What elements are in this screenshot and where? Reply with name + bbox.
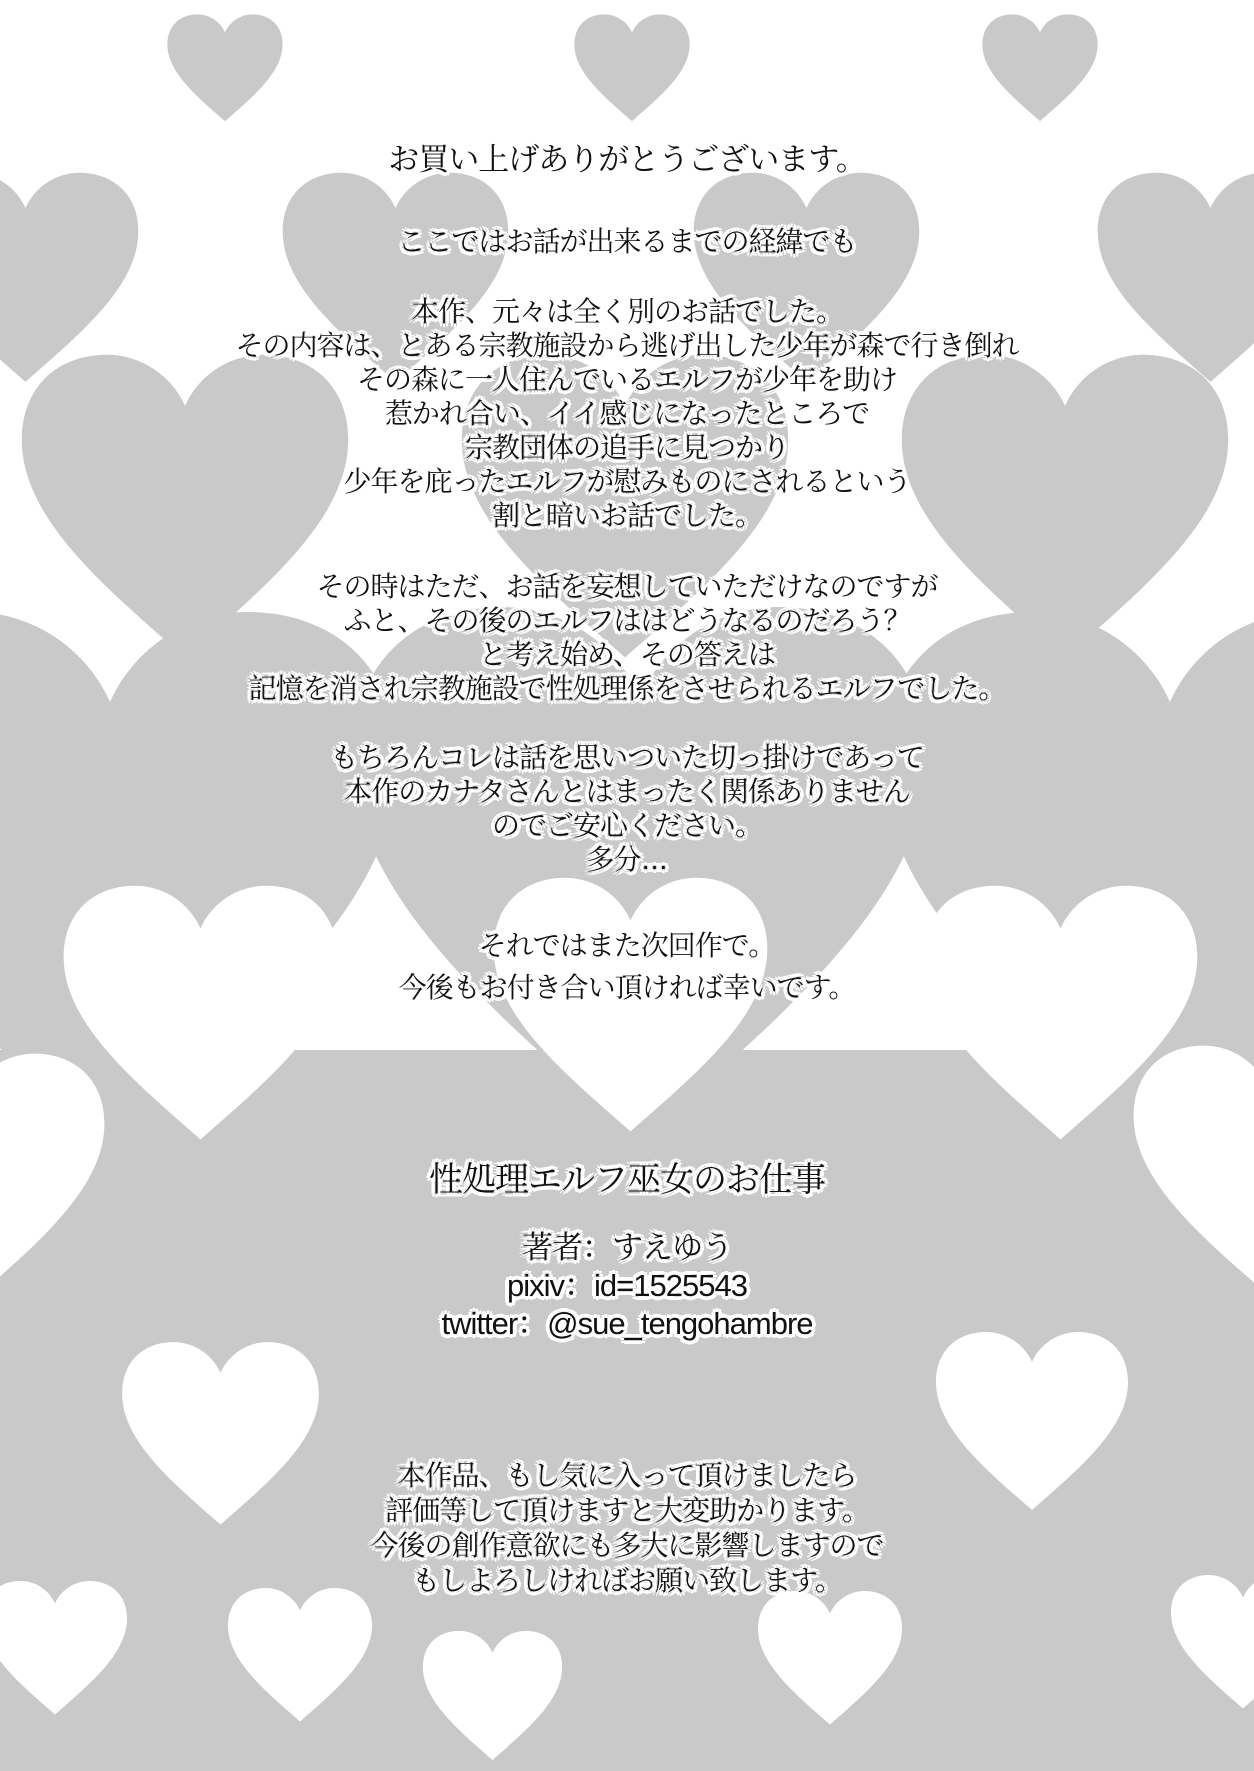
paragraph-line: 本作のカナタさんとはまったく関係ありません (344, 776, 910, 807)
twitter-line: twitter：@sue_tengohambre (441, 1306, 813, 1341)
paragraph-line: その森に一人住んでいるエルフが少年を助け (356, 364, 897, 395)
paragraph-line: もちろんコレは話を思いついた切っ掛けであって (330, 742, 924, 773)
paragraph-line: のでご安心ください。 (491, 810, 762, 841)
paragraph-line: 本作、元々は全く別のお話でした。 (410, 296, 843, 327)
paragraph-line: 少年を庇ったエルフが慰みものにされるという (343, 466, 911, 497)
paragraph-line: それではまた次回作で。 (478, 930, 776, 961)
paragraph-line: 今後もお付き合い頂ければ幸いです。 (398, 972, 856, 1003)
paragraph-line: 宗教団体の追手に見つかり (464, 432, 789, 463)
paragraph-line: もしよろしければお願い致します。 (412, 1565, 842, 1596)
paragraph-line: その内容は、とある宗教施設から逃げ出した少年が森で行き倒れ (235, 330, 1019, 361)
author-line: 著者：すえゆう (522, 1230, 732, 1265)
greeting-line: お買い上げありがとうございます。 (388, 142, 866, 177)
intro-line: ここではお話が出来るまでの経緯でも (397, 226, 857, 257)
story-paragraph-1 (0, 295, 1254, 533)
paragraph-line: 惹かれ合い、イイ感じになったところで (384, 398, 870, 429)
paragraph-line: と考え始め、その答えは (479, 639, 775, 670)
paragraph-line: 記憶を消され宗教施設で性処理係をさせられるエルフでした。 (248, 673, 1006, 704)
paragraph-line: 評価等して頂けますと大変助かります。 (385, 1495, 869, 1526)
rating-request-block (0, 1458, 1254, 1598)
credits-block (0, 1229, 1254, 1343)
story-paragraph-2 (0, 570, 1254, 706)
paragraph-line: 多分… (586, 844, 668, 875)
paragraph-line: その時はただ、お話を妄想していただけなのですが (316, 571, 938, 602)
paragraph-line: 割と暗いお話でした。 (491, 500, 762, 531)
paragraph-line: ふと、その後のエルフははどうなるのだろう？ (343, 605, 911, 636)
closing-paragraph (0, 925, 1254, 1009)
paragraph-line: 本作品、もし気に入って頂けましたら (397, 1460, 857, 1491)
paragraph-line: 今後の創作意欲にも多大に影響しますので (370, 1530, 884, 1561)
story-paragraph-3 (0, 741, 1254, 877)
pixiv-line: pixiv：id=1525543 (507, 1268, 747, 1303)
book-title: 性処理エルフ巫女のお仕事 (429, 1161, 825, 1199)
